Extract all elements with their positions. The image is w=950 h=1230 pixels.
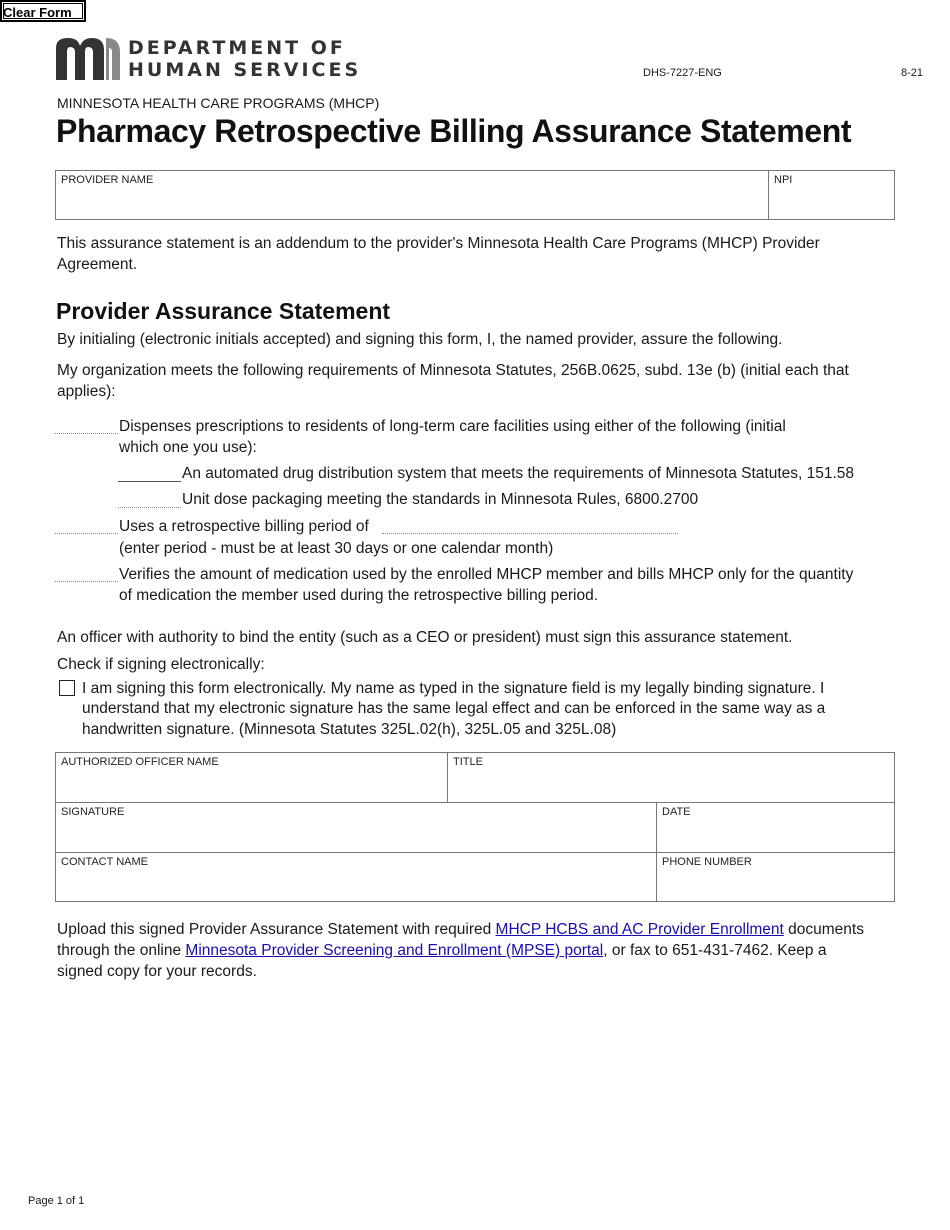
npi-field[interactable] (768, 170, 895, 220)
form-revision: 8-21 (901, 67, 924, 79)
title-field[interactable] (447, 752, 895, 803)
officer-name-field[interactable] (55, 752, 448, 803)
assure-text: By initialing (electronic initials accepted) and signing this form, I, the named provider, assure the following. (57, 331, 783, 348)
upload-text-part3: through the online (57, 942, 186, 959)
intro-text: This assurance statement is an addendum to the provider's Minnesota Health Care Programs (MHCP) Provider Agreement. (57, 235, 820, 273)
hcbs-enrollment-link[interactable]: MHCP HCBS and AC Provider Enrollment (495, 921, 784, 938)
dept-name-line1: DEPARTMENT OF (128, 37, 346, 59)
initial-field-retro[interactable] (55, 532, 118, 534)
contact-name-field[interactable] (55, 852, 657, 902)
upload-text-part1: Upload this signed Provider Assurance Statement with required (57, 921, 496, 938)
contact-name-label: CONTACT NAME (61, 856, 148, 868)
mpse-portal-link[interactable]: Minnesota Provider Screening and Enrollment (MPSE) portal (185, 942, 604, 959)
clear-form-button[interactable]: Clear Form (0, 0, 86, 22)
section-heading: Provider Assurance Statement (56, 298, 391, 324)
verify-line2: of medication the member used during the retrospective billing period. (119, 587, 599, 604)
phone-label: PHONE NUMBER (662, 856, 752, 868)
dhs-logo-icon (56, 38, 120, 80)
upload-text (57, 919, 917, 982)
signature-field[interactable] (55, 802, 657, 853)
date-label: DATE (662, 806, 691, 818)
phone-field[interactable] (656, 852, 895, 902)
dept-name-line2: HUMAN SERVICES (128, 59, 362, 81)
initial-field-automated[interactable] (118, 480, 181, 482)
officer-text: An officer with authority to bind the entity (such as a CEO or president) must sign this assurance statement. (57, 629, 793, 646)
program-name: MINNESOTA HEALTH CARE PROGRAMS (MHCP) (57, 95, 380, 111)
dispenses-line2: which one you use): (119, 439, 257, 456)
upload-text-part5: signed copy for your records. (57, 963, 257, 980)
esign-line1: I am signing this form electronically. My name as typed in the signature field is my legally binding signature. I (82, 680, 825, 697)
check-electronic-label: Check if signing electronically: (57, 656, 265, 673)
esign-line2: understand that my electronic signature has the same legal effect and can be enforced in the same way as a (82, 700, 826, 717)
date-field[interactable] (656, 802, 895, 853)
retro-line1: Uses a retrospective billing period of (119, 518, 369, 535)
initial-field-unit-dose[interactable] (118, 506, 181, 508)
automated-text: An automated drug distribution system that meets the requirements of Minnesota Statutes, 151.58 (182, 465, 855, 482)
retro-line2: (enter period - must be at least 30 days or one calendar month) (119, 540, 554, 557)
form-id: DHS-7227-ENG (643, 67, 722, 79)
provider-name-field[interactable] (55, 170, 769, 220)
page-number: Page 1 of 1 (28, 1195, 85, 1207)
officer-name-label: AUTHORIZED OFFICER NAME (61, 756, 219, 768)
page-title: Pharmacy Retrospective Billing Assurance Statement (56, 113, 852, 149)
unit-dose-text: Unit dose packaging meeting the standards in Minnesota Rules, 6800.2700 (182, 491, 699, 508)
verify-line1: Verifies the amount of medication used by the enrolled MHCP member and bills MHCP only for the quantity (119, 566, 854, 583)
initial-field-verify[interactable] (55, 580, 118, 582)
esign-line3: handwritten signature. (Minnesota Statutes 325L.02(h), 325L.05 and 325L.08) (82, 721, 617, 738)
provider-name-label: PROVIDER NAME (61, 174, 154, 186)
upload-text-part4: , or fax to 651-431-7462. Keep a (603, 942, 827, 959)
title-label: TITLE (453, 756, 483, 768)
signature-label: SIGNATURE (61, 806, 125, 818)
dispenses-line1: Dispenses prescriptions to residents of long-term care facilities using either of the following (initial (119, 418, 786, 435)
upload-text-part2: documents (783, 921, 864, 938)
esign-checkbox[interactable] (59, 680, 75, 696)
npi-label: NPI (774, 174, 793, 186)
retro-period-field[interactable] (382, 532, 678, 534)
requirements-text: My organization meets the following requirements of Minnesota Statutes, 256B.0625, subd. 13e (b) (initial each that applies): (57, 362, 849, 400)
initial-field-dispenses[interactable] (55, 432, 118, 434)
